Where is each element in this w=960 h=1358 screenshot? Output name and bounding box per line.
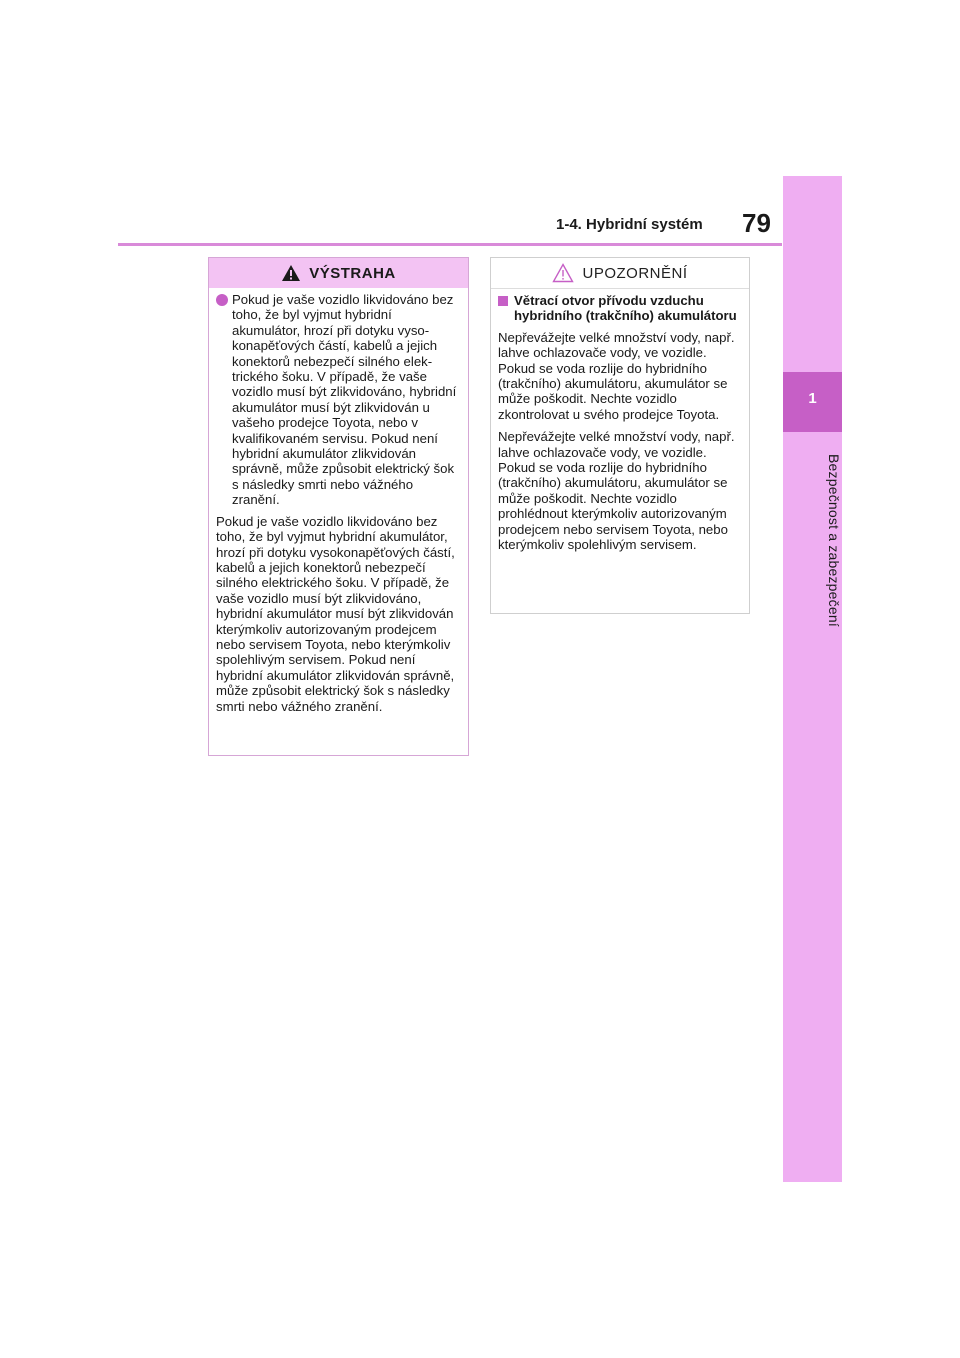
warning-header — [209, 258, 468, 288]
notice-title: UPOZORNĚNÍ — [582, 264, 688, 282]
chapter-number: 1 — [808, 390, 817, 407]
header-rule — [118, 243, 782, 246]
notice-subheading-item — [498, 293, 743, 324]
notice-header — [491, 258, 749, 289]
warning-title: VÝSTRAHA — [309, 264, 396, 282]
warning-bullet-text: Pokud je vaše vozidlo likvidováno bez toho, že byl vyjmut hybridní akumulátor, hrozí při dotyku vysokonapěťových částí, kabelů a jejich konektorů nebezpečí silného elektrického šoku. V případě, že vaše vozidlo musí být zlikvidováno, hybridní akumulátor musí být zlikvidován u vašeho prodejce Toyota, nebo v kvalifikovaném servisu. Pokud není hybridní akumulátor zlikvidován správně, může způsobit elektrický šok s následky smrti nebo vážného zranění. — [232, 292, 457, 508]
chapter-title: Bezpečnost a zabezpečení — [826, 453, 842, 627]
warning-triangle-icon — [281, 264, 301, 282]
bullet-dot-icon — [216, 294, 228, 306]
warning-paragraph: Pokud je vaše vozidlo likvidováno bez toho, že byl vyjmut hybridní akumulátor, hrozí při dotyku vysokonapěťových částí, kabelů a jejich konektorů nebezpečí silného elektrického šoku. V případě, že vaše vozidlo musí být zlikvidováno, hybridní akumulátor musí být zlikvidován kterýmkoliv autorizovaným prodejcem nebo servisem Toyota, nebo kterýmkoliv spolehlivým servisem. Pokud není hybridní akumulátor zlikvidován správně, může způsobit elektrický šok s následky smrti nebo vážného zranění. — [216, 513, 455, 714]
side-chapter-tab — [783, 176, 842, 1182]
square-bullet-icon — [498, 296, 508, 306]
section-title: 1-4. Hybridní systém — [556, 216, 703, 233]
page-number: 79 — [742, 208, 771, 238]
notice-paragraph-2: Nepřevážejte velké množství vody, např. lahve ochlazovače vody, ve vozidle. Pokud se voda rozlije do hybridního (trakčního) akumulátoru, akumulátor se může poškodit. Nechte vozidlo prohlédnout kterýmkoliv autorizovaným prodejcem nebo servisem Toyota, nebo kterýmkoliv spolehlivým servisem. — [498, 429, 735, 553]
notice-paragraph-1: Nepřevážejte velké množství vody, např. lahve ochlazovače vody, ve vozidle. Pokud se voda rozlije do hybridního (trakčního) akumulátoru, akumulátor se může poškodit. Nechte vozidlo zkontrolovat u svého prodejce Toyota. — [498, 329, 735, 422]
warning-bullet-item — [216, 292, 462, 508]
notice-box — [490, 257, 750, 614]
notice-subheading: Větrací otvor přívodu vzduchu hybridního (trakčního) akumulátoru — [514, 293, 737, 324]
warning-box — [208, 257, 469, 756]
caution-triangle-icon — [552, 263, 574, 283]
